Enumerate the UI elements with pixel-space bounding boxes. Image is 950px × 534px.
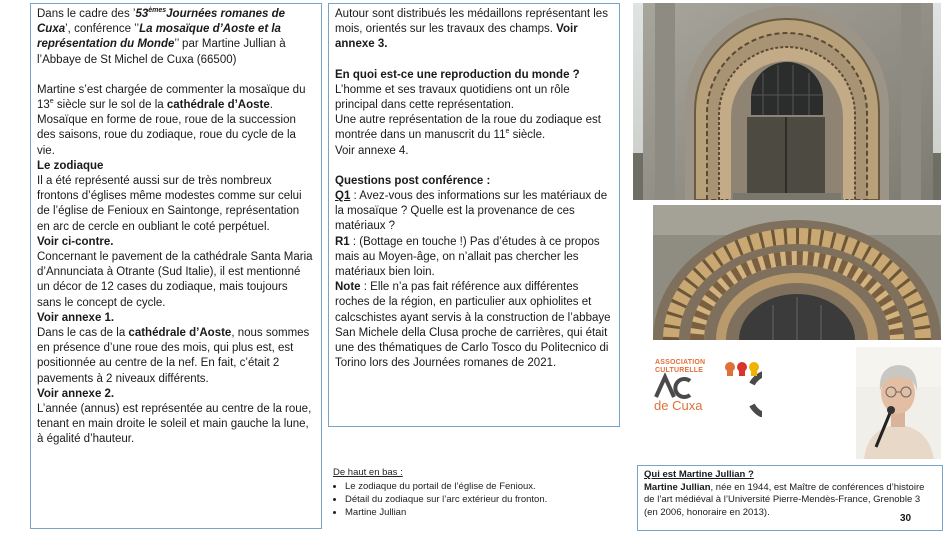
middle-text-column (328, 3, 620, 427)
page-number: 30 (900, 513, 912, 524)
bio-title: Qui est Martine Jullian ? (644, 469, 754, 480)
association-logo (652, 357, 762, 417)
image-captions (333, 466, 623, 519)
annex2-reference: Voir annexe 2. (37, 387, 115, 400)
man-role-paragraph: L’homme et ses travaux quotidiens ont un rôle principal dans cette représentation. (335, 83, 570, 112)
world-question-heading: En quoi est-ce une reproduction du monde ? (335, 68, 580, 81)
see-opposite-note: Voir ci-contre. (37, 235, 114, 248)
otrante-paragraph: Concernant le pavement de la cathédrale Santa Maria d’Annunciata à Otrante (Sud Italie), il est mentionné un décor de 12 cases du zodiaque, mais toujours sans le concept de cycle. (37, 251, 313, 309)
aoste-wheel-paragraph: Dans le cas de la cathédrale d’Aoste, nous sommes en présence d’une roue des mois, qui plus est, est positionnée au centre de la nef. En fait, c’était 2 pavements à 2 niveaux différents. (37, 327, 310, 385)
r1-paragraph: R1 : (Bottage en touche !) Pas d’études à ce propos mais au Moyen-âge, on n’allait pas chercher les matériaux bien loin. (335, 235, 600, 279)
post-conference-heading: Questions post conférence : (335, 174, 491, 187)
caption-item: • Martine Jullian (345, 506, 623, 519)
left-text-column (30, 3, 322, 529)
aoste-paragraph: Martine s’est chargée de commenter la mosaïque du 13e siècle sur le sol de la cathédrale d’Aoste. Mosaïque en forme de roue, roue de la succession des saisons, roue du zodiaque, roue du cycle de la vie. (37, 83, 306, 157)
captions-list (333, 480, 623, 519)
medallions-paragraph: Autour sont distribués les médaillons représentant les mois, orientés sur les travaux des champs. Voir annexe 3. (335, 8, 608, 51)
annex1-reference: Voir annexe 1. (37, 311, 115, 324)
biography-box (637, 465, 943, 531)
arch-detail-photo (653, 205, 941, 340)
q1-paragraph: Q1 : Avez-vous des informations sur les matériaux de la mosaïque ? Quelle est la provenance de ces matériaux ? (335, 190, 608, 233)
annex3-reference: Voir annexe 3. (335, 23, 578, 51)
logo-place: de Cuxa (654, 398, 703, 413)
captions-title: De haut en bas : (333, 467, 403, 478)
bio-text: Martine Jullian, née en 1944, est Maître de conférences d’histoire de l’art médiéval à l’Université Pierre-Mendès-France, Grenoble 3 (en 2006, honoraire en 2013). (644, 481, 925, 518)
zodiac-heading: Le zodiaque (37, 159, 104, 172)
caption-item: • Détail du zodiaque sur l’arc extérieur du fronton. (345, 493, 623, 506)
logo-line2: CULTURELLE (655, 367, 704, 374)
annex4-reference: Voir annexe 4. (335, 144, 409, 157)
annus-paragraph: L’année (annus) est représentée au centre de la roue, tenant en main droite le soleil et main gauche la lune, à égalité d’hauteur. (37, 403, 312, 446)
fenioux-portal-photo (633, 3, 941, 200)
intro-paragraph: Dans le cadre des ’53èmesJournées romanes de Cuxa’, conférence ’’La mosaïque d’Aoste et la représentation du Monde’’ par Martine Jullian à l’Abbaye de St Michel de Cuxa (66500) (37, 7, 286, 66)
note-paragraph: Note : Elle n’a pas fait référence aux différentes roches de la région, en particulier aux ophiolites et calcschistes ayant servis à la construction de l’abbaye San Michele della Clusa proche de carrières, qui était une des thématiques de Carlo Tosco du Politecnico di Torino lors des Journées romanes de 2021. (335, 281, 611, 370)
fenioux-paragraph: Il a été représenté aussi sur de très nombreux frontons d’églises même modestes comme sur celui de l’église de Fenioux en Saintonge, représentation en arc de cercle en oubliant le coté perpétuel. (37, 175, 302, 233)
martine-jullian-portrait (856, 347, 941, 459)
logo-line1: ASSOCIATION (655, 359, 706, 366)
caption-item: • Le zodiaque du portail de l’église de Fenioux. (345, 480, 623, 493)
manuscript-paragraph: Une autre représentation de la roue du zodiaque est montrée dans un manuscrit du 11e siècle. (335, 114, 601, 142)
